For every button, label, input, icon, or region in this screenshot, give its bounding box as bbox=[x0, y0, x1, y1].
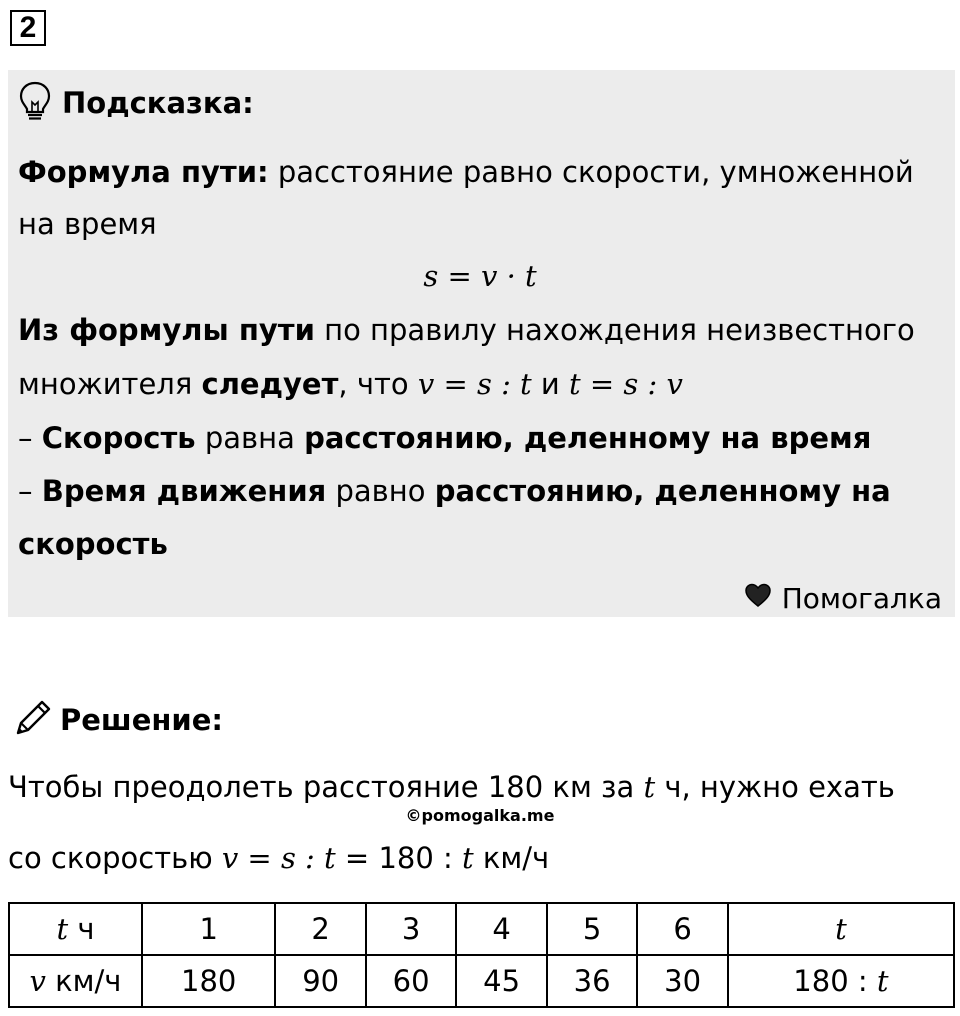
brand-signature bbox=[744, 582, 942, 615]
table-cell bbox=[9, 955, 142, 1007]
hint-l1-bold: Скорость bbox=[41, 421, 196, 455]
solution-line1-end: ч, нужно ехать bbox=[655, 770, 895, 804]
hint-l2-bold2: расстоянию, деленному на bbox=[434, 474, 891, 508]
speed-formula: v = s : t bbox=[417, 367, 532, 401]
solution-line2-start: со скоростью bbox=[8, 841, 222, 875]
speed-unit: км/ч bbox=[45, 964, 122, 998]
dash: – bbox=[18, 421, 42, 455]
hint-list-item-2-line2 bbox=[18, 527, 168, 561]
table-cell: 30 bbox=[637, 955, 727, 1007]
table-cell: 90 bbox=[275, 955, 365, 1007]
last-speed-var: t bbox=[876, 964, 889, 998]
brand-name: Помогалка bbox=[781, 582, 942, 615]
hint-p2-rest: по правилу нахождения неизвестного bbox=[314, 313, 915, 347]
speed-var: v bbox=[29, 964, 46, 998]
solution-title: Решение: bbox=[60, 703, 224, 737]
time-unit: ч bbox=[68, 912, 95, 946]
task-number: 2 bbox=[10, 10, 46, 46]
table-cell: 6 bbox=[637, 903, 727, 955]
hint-p3-start: множителя bbox=[18, 367, 202, 401]
solution-line2-end: км/ч bbox=[473, 841, 550, 875]
table-cell: 60 bbox=[366, 955, 456, 1007]
table-cell: 2 bbox=[275, 903, 365, 955]
table-cell bbox=[728, 955, 954, 1007]
solution-header bbox=[12, 697, 223, 743]
hint-list-item-2 bbox=[18, 474, 891, 508]
hint-l2-mid: равно bbox=[326, 474, 435, 508]
hint-p1-rest: расстояние равно скорости, умноженной bbox=[268, 155, 914, 189]
speed-time-table bbox=[8, 902, 955, 1008]
table-cell: 45 bbox=[456, 955, 546, 1007]
hint-l1-bold2: расстоянию, деленному на время bbox=[304, 421, 872, 455]
solution-line-2 bbox=[8, 841, 550, 875]
hint-header bbox=[18, 80, 254, 126]
table-row bbox=[9, 955, 954, 1007]
hint-p2-bold: Из формулы пути bbox=[18, 313, 315, 347]
watermark: ©pomogalka.me bbox=[405, 806, 555, 825]
solution-line2-var: t bbox=[462, 841, 474, 875]
lightbulb-icon bbox=[18, 80, 52, 126]
solution-line1-var: t bbox=[643, 770, 656, 804]
solution-line1-start: Чтобы преодолеть расстояние 180 км за bbox=[8, 770, 644, 804]
hint-p1-bold: Формула пути: bbox=[18, 155, 269, 189]
hint-list-item-1 bbox=[18, 421, 872, 455]
hint-p3-and: и bbox=[531, 367, 570, 401]
solution-line2-mid: = 180 : bbox=[335, 841, 462, 875]
hint-l1-mid: равна bbox=[195, 421, 305, 455]
dash: – bbox=[18, 474, 42, 508]
hint-paragraph-3 bbox=[18, 367, 683, 401]
table-cell: 180 bbox=[142, 955, 275, 1007]
hint-l2-bold: Время движения bbox=[41, 474, 327, 508]
time-var: t bbox=[56, 912, 69, 946]
table-cell: 4 bbox=[456, 903, 546, 955]
table-row bbox=[9, 903, 954, 955]
solution-line2-formula: v = s : t bbox=[221, 841, 336, 875]
time-formula: t = s : v bbox=[569, 367, 683, 401]
last-speed-num: 180 : bbox=[793, 964, 877, 998]
path-formula: s = v · t bbox=[423, 259, 537, 293]
hint-p3-bold: следует bbox=[201, 367, 339, 401]
heart-icon bbox=[744, 582, 782, 615]
table-cell: 3 bbox=[366, 903, 456, 955]
hint-paragraph-1 bbox=[18, 155, 914, 189]
hint-p3-text: , что bbox=[338, 367, 418, 401]
hint-title: Подсказка: bbox=[62, 86, 254, 120]
pencil-icon bbox=[12, 697, 54, 743]
hint-paragraph-1-line2: на время bbox=[18, 207, 157, 241]
table-cell: 36 bbox=[547, 955, 637, 1007]
hint-paragraph-2 bbox=[18, 313, 915, 347]
solution-line-1 bbox=[8, 770, 895, 804]
table-cell: 1 bbox=[142, 903, 275, 955]
table-cell bbox=[9, 903, 142, 955]
hint-l2-line2: скорость bbox=[18, 527, 168, 561]
table-cell: t bbox=[728, 903, 954, 955]
table-cell: 5 bbox=[547, 903, 637, 955]
